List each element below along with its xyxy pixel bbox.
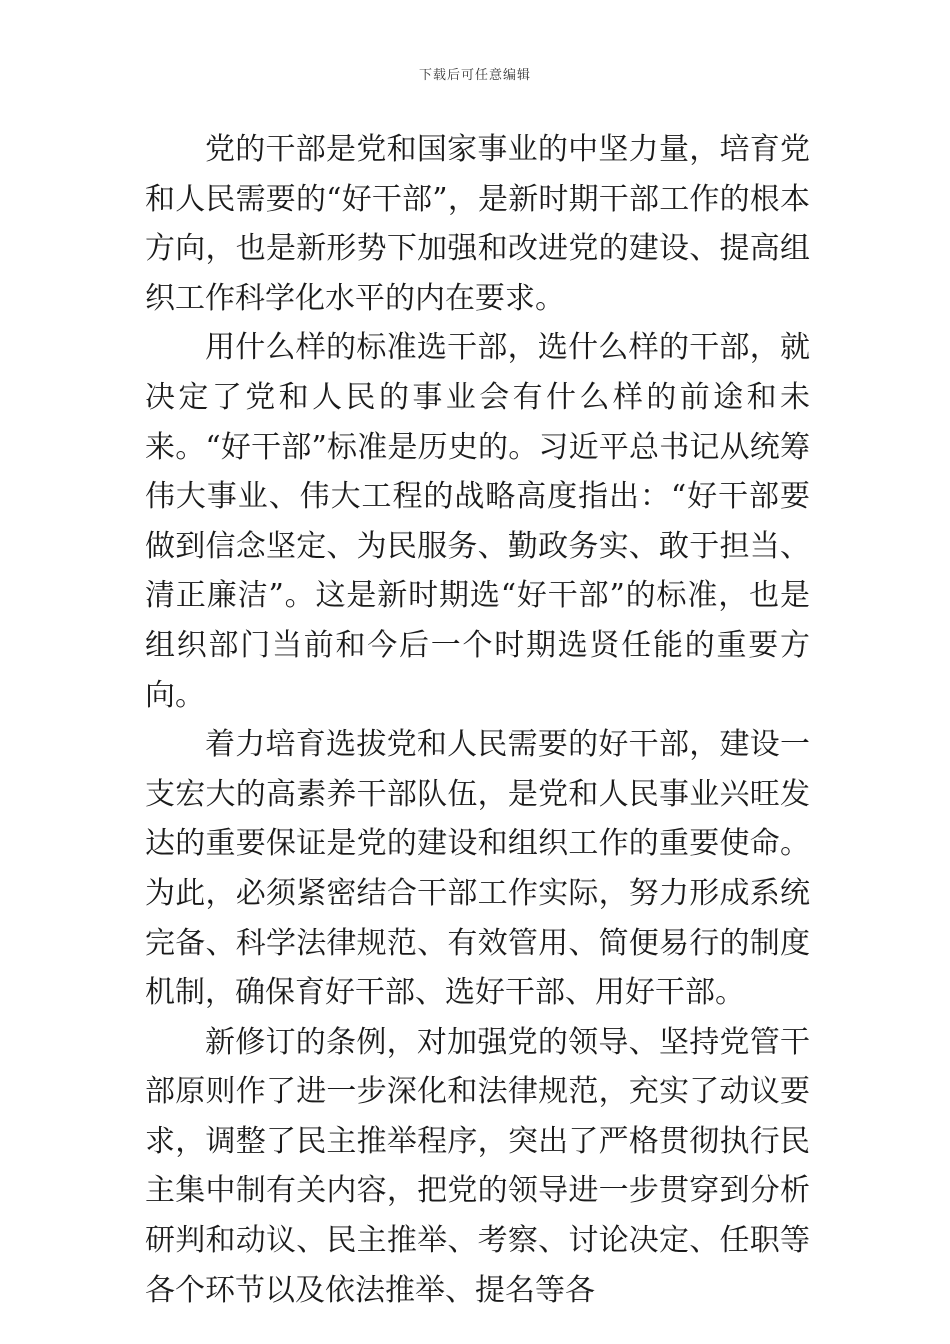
document-body xyxy=(145,125,810,1315)
page-header: 下载后可任意编辑 xyxy=(418,68,531,83)
paragraph: 用什么样的标准选干部，选什么样的干部，就决定了党和人民的事业会有什么样的前途和未来。“好干部”标准是历史的。习近平总书记从统筹伟大事业、伟大工程的战略高度指出：“好干部要做到信念坚定、为民服务、勤政务实、敢于担当、清正廉洁”。这是新时期选“好干部”的标准，也是组织部门当前和今后一个时期选贤任能的重要方向。 xyxy=(145,330,810,713)
paragraph: 新修订的条例，对加强党的领导、坚持党管干部原则作了进一步深化和法律规范，充实了动议要求，调整了民主推举程序，突出了严格贯彻执行民主集中制有关内容，把党的领导进一步贯穿到分析研判和动议、民主推举、考察、讨论决定、任职等各个环节以及依法推举、提名等各 xyxy=(145,1024,810,1308)
paragraph: 党的干部是党和国家事业的中坚力量，培育党和人民需要的“好干部”，是新时期干部工作的根本方向，也是新形势下加强和改进党的建设、提高组织工作科学化水平的内在要求。 xyxy=(145,132,810,316)
paragraph: 着力培育选拔党和人民需要的好干部，建设一支宏大的高素养干部队伍，是党和人民事业兴旺发达的重要保证是党的建设和组织工作的重要使命。为此，必须紧密结合干部工作实际，努力形成系统完备、科学法律规范、有效管用、简便易行的制度机制，确保育好干部、选好干部、用好干部。 xyxy=(145,727,810,1011)
